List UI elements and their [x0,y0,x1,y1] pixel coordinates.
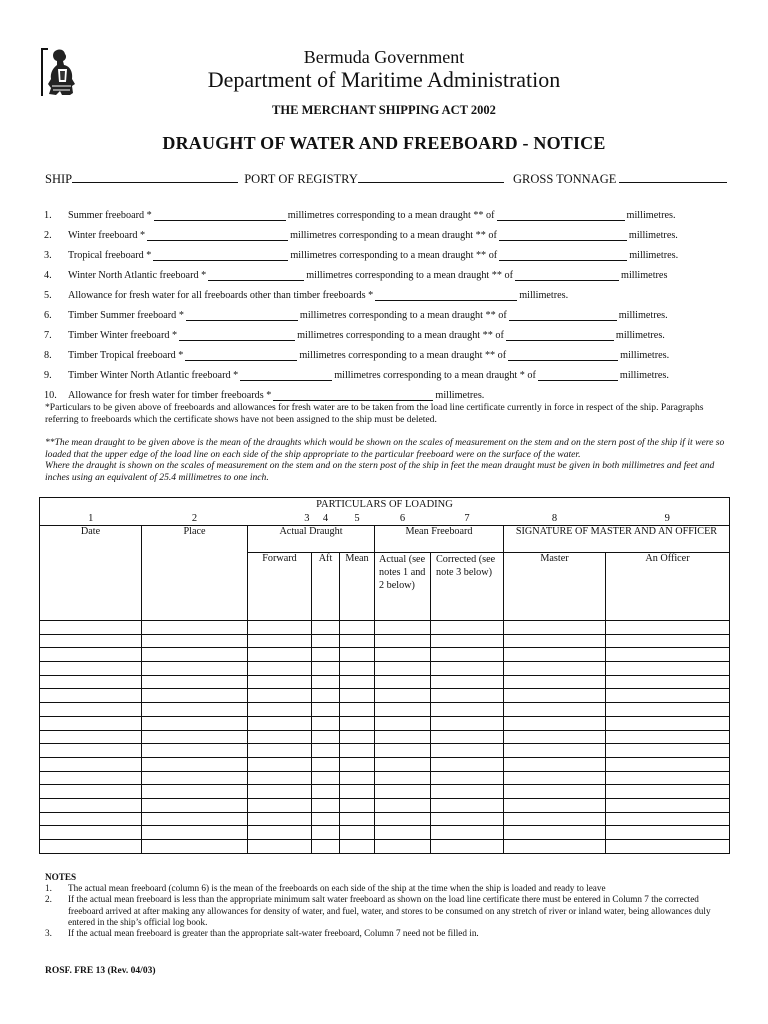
freeboard-field[interactable] [185,350,297,361]
table-cell[interactable] [40,840,142,854]
table-cell[interactable] [248,744,312,758]
table-cell[interactable] [340,744,375,758]
table-cell[interactable] [504,840,606,854]
place-header: Place [142,526,248,621]
table-cell[interactable] [312,730,340,744]
freeboard-field[interactable] [154,210,286,221]
draught-field[interactable] [499,250,627,261]
draught-field[interactable] [515,270,619,281]
master-header: Master [504,553,606,621]
table-row [40,662,730,676]
table-cell[interactable] [142,826,248,840]
table-cell[interactable] [375,771,431,785]
freeboard-field[interactable] [208,270,304,281]
table-cell[interactable] [142,689,248,703]
table-cell[interactable] [312,840,340,854]
particulars-of-loading-table [39,497,730,854]
officer-header: An Officer [606,553,730,621]
table-cell[interactable] [375,812,431,826]
table-row [40,798,730,812]
table-cell[interactable] [431,730,504,744]
table-cell[interactable] [340,634,375,648]
table-cell[interactable] [606,798,730,812]
table-cell[interactable] [375,648,431,662]
table-cell[interactable] [375,703,431,717]
aft-header: Aft [312,553,340,621]
table-cell[interactable] [340,675,375,689]
freeboard-item: 2. Winter freeboard * millimetres corresponding to a mean draught ** of millimetres. [44,230,678,241]
table-cell[interactable] [504,621,606,635]
table-cell[interactable] [504,675,606,689]
table-cell[interactable] [504,730,606,744]
freeboard-item: 9. Timber Winter North Atlantic freeboard * millimetres corresponding to a mean draught * of millimetres. [44,370,669,381]
table-cell[interactable] [431,621,504,635]
table-cell[interactable] [504,785,606,799]
mean-freeboard-header: Mean Freeboard [375,526,504,553]
table-cell[interactable] [340,771,375,785]
table-cell[interactable] [504,798,606,812]
freeboard-item: 4. Winter North Atlantic freeboard * millimetres corresponding to a mean draught ** of millimetres [44,270,668,281]
freeboard-field[interactable] [147,230,288,241]
tonnage-field[interactable] [619,170,727,183]
table-row [40,840,730,854]
table-cell[interactable] [142,785,248,799]
table-cell[interactable] [40,757,142,771]
table-cell[interactable] [248,675,312,689]
allowance-field[interactable] [273,390,433,401]
table-cell[interactable] [375,757,431,771]
tonnage-label: GROSS TONNAGE [512,172,617,186]
government-name: Bermuda Government [303,47,465,67]
table-cell[interactable] [375,634,431,648]
table-cell[interactable] [606,771,730,785]
table-cell[interactable] [431,812,504,826]
table-cell[interactable] [40,771,142,785]
table-cell[interactable] [375,689,431,703]
table-cell[interactable] [312,826,340,840]
table-cell[interactable] [504,662,606,676]
freeboard-item: 7. Timber Winter freeboard * millimetres corresponding to a mean draught ** of millimetres. [44,330,665,341]
table-cell[interactable] [431,703,504,717]
table-cell[interactable] [248,703,312,717]
freeboard-item: 8. Timber Tropical freeboard * millimetres corresponding to a mean draught ** of millimetres. [44,350,670,361]
table-cell[interactable] [431,689,504,703]
corrected-header: Corrected (see note 3 below) [431,553,504,621]
table-cell[interactable] [340,812,375,826]
table-cell[interactable] [375,798,431,812]
table-cell[interactable] [248,840,312,854]
table-cell[interactable] [340,689,375,703]
table-cell[interactable] [40,785,142,799]
table-cell[interactable] [340,757,375,771]
table-cell[interactable] [375,662,431,676]
table-cell[interactable] [606,730,730,744]
freeboard-field[interactable] [240,370,332,381]
table-cell[interactable] [340,621,375,635]
table-cell[interactable] [248,771,312,785]
ship-details-line [45,170,725,187]
table-cell[interactable] [431,744,504,758]
table-cell[interactable] [504,826,606,840]
table-row [40,621,730,635]
table-row [40,730,730,744]
table-cell[interactable] [312,757,340,771]
table-cell[interactable] [142,840,248,854]
date-header: Date [40,526,142,621]
table-cell[interactable] [431,675,504,689]
table-cell[interactable] [40,798,142,812]
table-cell[interactable] [504,689,606,703]
freeboard-item: 1. Summer freeboard * millimetres corresponding to a mean draught ** of millimetres. [44,210,676,221]
table-cell[interactable] [504,716,606,730]
table-cell[interactable] [606,757,730,771]
mean-draught-note: **The mean draught to be given above is the mean of the draughts which would be shown on the scales of measurement on the stem and on the stern post of the ship if it were so loaded that the upper edge of the load line on each side of the ship appropriate to the particular freeboard were on the surface of the water. Where the draught is shown on the scales of measurement on the stem and on the stern post of the ship in feet the mean draught must be given in both millimetres and feet and inches using an equivalent of 25.4 millimetres to one inch. [45,437,725,483]
table-cell[interactable] [312,621,340,635]
draught-field[interactable] [509,310,617,321]
table-cell[interactable] [312,812,340,826]
table-cell[interactable] [312,634,340,648]
table-cell[interactable] [606,675,730,689]
table-cell[interactable] [248,716,312,730]
table-row [40,826,730,840]
table-cell[interactable] [375,730,431,744]
signature-header: SIGNATURE OF MASTER AND AN OFFICER [504,526,730,553]
freeboard-items [44,201,728,401]
table-cell[interactable] [312,716,340,730]
table-cell[interactable] [142,716,248,730]
table-cell[interactable] [340,703,375,717]
table-cell[interactable] [142,634,248,648]
table-cell[interactable] [431,798,504,812]
draught-field[interactable] [508,350,618,361]
table-cell[interactable] [375,840,431,854]
table-row [40,785,730,799]
table-cell[interactable] [431,785,504,799]
table-cell[interactable] [375,675,431,689]
draught-field[interactable] [506,330,614,341]
table-cell[interactable] [312,703,340,717]
port-field[interactable] [358,170,504,183]
table-cell[interactable] [40,826,142,840]
freeboard-field[interactable] [186,310,298,321]
table-cell[interactable] [606,812,730,826]
table-cell[interactable] [606,662,730,676]
table-cell[interactable] [606,634,730,648]
table-cell[interactable] [312,662,340,676]
table-cell[interactable] [606,826,730,840]
table-cell[interactable] [248,634,312,648]
table-cell[interactable] [340,730,375,744]
table-cell[interactable] [431,757,504,771]
column-number-row: 1 2 3 4 5 6 7 8 9 [40,512,730,526]
table-cell[interactable] [142,662,248,676]
table-cell[interactable] [606,785,730,799]
table-cell[interactable] [142,703,248,717]
table-cell[interactable] [606,689,730,703]
draught-field[interactable] [499,230,627,241]
page-title: DRAUGHT OF WATER AND FREEBOARD - NOTICE [162,133,606,153]
notes-section [45,872,735,939]
table-row [40,771,730,785]
table-cell[interactable] [375,744,431,758]
table-cell[interactable] [142,744,248,758]
note-item: 1. The actual mean freeboard (column 6) is the mean of the freeboards on each side of the ship at the time when the ship is loaded and ready to leave [45,883,606,894]
table-cell[interactable] [312,744,340,758]
table-cell[interactable] [340,662,375,676]
table-cell[interactable] [504,703,606,717]
table-row [40,675,730,689]
table-cell[interactable] [431,634,504,648]
table-cell[interactable] [248,689,312,703]
table-row [40,744,730,758]
actual-header: Actual (see notes 1 and 2 below) [375,553,431,621]
table-row [40,634,730,648]
draught-field[interactable] [538,370,618,381]
table-cell[interactable] [248,812,312,826]
table-cell[interactable] [375,716,431,730]
table-cell[interactable] [340,798,375,812]
table-cell[interactable] [504,634,606,648]
table-cell[interactable] [40,675,142,689]
table-cell[interactable] [504,744,606,758]
table-cell[interactable] [431,771,504,785]
port-label: PORT OF REGISTRY [244,172,358,186]
table-row [40,757,730,771]
table-cell[interactable] [312,675,340,689]
table-cell[interactable] [375,621,431,635]
table-cell[interactable] [248,621,312,635]
table-cell[interactable] [142,621,248,635]
table-cell[interactable] [248,798,312,812]
notes-heading: NOTES [45,872,77,882]
freeboard-item: 10. Allowance for fresh water for timber freeboards * millimetres. [44,390,485,401]
table-cell[interactable] [312,648,340,662]
table-cell[interactable] [40,689,142,703]
forward-header: Forward [248,553,312,621]
table-row [40,812,730,826]
table-cell[interactable] [375,826,431,840]
table-cell[interactable] [142,812,248,826]
table-cell[interactable] [431,826,504,840]
table-cell[interactable] [606,744,730,758]
freeboard-item: 6. Timber Summer freeboard * millimetres corresponding to a mean draught ** of millimetres. [44,310,668,321]
table-row [40,689,730,703]
table-cell[interactable] [40,634,142,648]
table-cell[interactable] [312,785,340,799]
table-cell[interactable] [312,798,340,812]
table-cell[interactable] [248,826,312,840]
note-item: 3. If the actual mean freeboard is greater than the appropriate salt-water freeboard, Column 7 need not be filled in. [45,928,479,939]
table-cell[interactable] [504,812,606,826]
table-cell[interactable] [606,648,730,662]
table-cell[interactable] [606,703,730,717]
table-cell[interactable] [312,689,340,703]
department-name: Department of Maritime Administration [207,67,561,92]
table-cell[interactable] [142,730,248,744]
table-cell[interactable] [142,771,248,785]
table-title: PARTICULARS OF LOADING [40,498,730,513]
table-cell[interactable] [142,648,248,662]
table-cell[interactable] [40,662,142,676]
table-cell[interactable] [504,771,606,785]
table-cell[interactable] [340,648,375,662]
table-cell[interactable] [40,744,142,758]
table-cell[interactable] [248,785,312,799]
table-row [40,703,730,717]
table-cell[interactable] [431,840,504,854]
table-row [40,648,730,662]
freeboard-field[interactable] [153,250,288,261]
table-row [40,716,730,730]
form-reference: ROSF. FRE 13 (Rev. 04/03) [45,966,156,976]
table-cell[interactable] [431,716,504,730]
table-cell[interactable] [40,716,142,730]
freeboard-item: 5. Allowance for fresh water for all freeboards other than timber freeboards * millimetres. [44,290,569,301]
table-cell[interactable] [606,840,730,854]
table-cell[interactable] [142,675,248,689]
allowance-field[interactable] [375,290,517,301]
table-cell[interactable] [375,785,431,799]
table-cell[interactable] [40,730,142,744]
table-cell[interactable] [40,621,142,635]
table-cell[interactable] [40,648,142,662]
table-cell[interactable] [142,798,248,812]
table-body [40,621,730,854]
table-cell[interactable] [248,662,312,676]
table-cell[interactable] [340,826,375,840]
act-title: THE MERCHANT SHIPPING ACT 2002 [272,103,496,117]
table-cell[interactable] [340,840,375,854]
note-item: 2. If the actual mean freeboard is less than the appropriate minimum salt water freeboard as shown on the load line certificate there must be entered in Column 7 the corrected freeboard arrived at after making any allowances for density of water, and fuel, water, and stores to be consumed on any stretch of river or inland water, being allowances duly entered in the ship’s official log book. [45,894,711,927]
table-cell[interactable] [312,771,340,785]
table-cell[interactable] [340,716,375,730]
table-cell[interactable] [248,648,312,662]
ship-field[interactable] [72,170,238,183]
table-cell[interactable] [606,621,730,635]
ship-label: SHIP [45,172,73,186]
table-cell[interactable] [248,730,312,744]
freeboard-field[interactable] [179,330,295,341]
table-cell[interactable] [504,757,606,771]
table-cell[interactable] [142,757,248,771]
particulars-note: *Particulars to be given above of freeboards and allowances for fresh water are to be taken from the load line certificate currently in force in respect of the ship. Paragraphs referring to freeboards which the certificate shows have not been assigned to the ship must be deleted. [45,402,704,425]
actual-draught-header: Actual Draught [248,526,375,553]
table-cell[interactable] [340,785,375,799]
table-cell[interactable] [606,716,730,730]
table-cell[interactable] [40,812,142,826]
table-cell[interactable] [248,757,312,771]
table-cell[interactable] [504,648,606,662]
mean-header: Mean [340,553,375,621]
table-cell[interactable] [431,662,504,676]
freeboard-item: 3. Tropical freeboard * millimetres corresponding to a mean draught ** of millimetres. [44,250,679,261]
draught-field[interactable] [497,210,625,221]
table-cell[interactable] [431,648,504,662]
table-cell[interactable] [40,703,142,717]
